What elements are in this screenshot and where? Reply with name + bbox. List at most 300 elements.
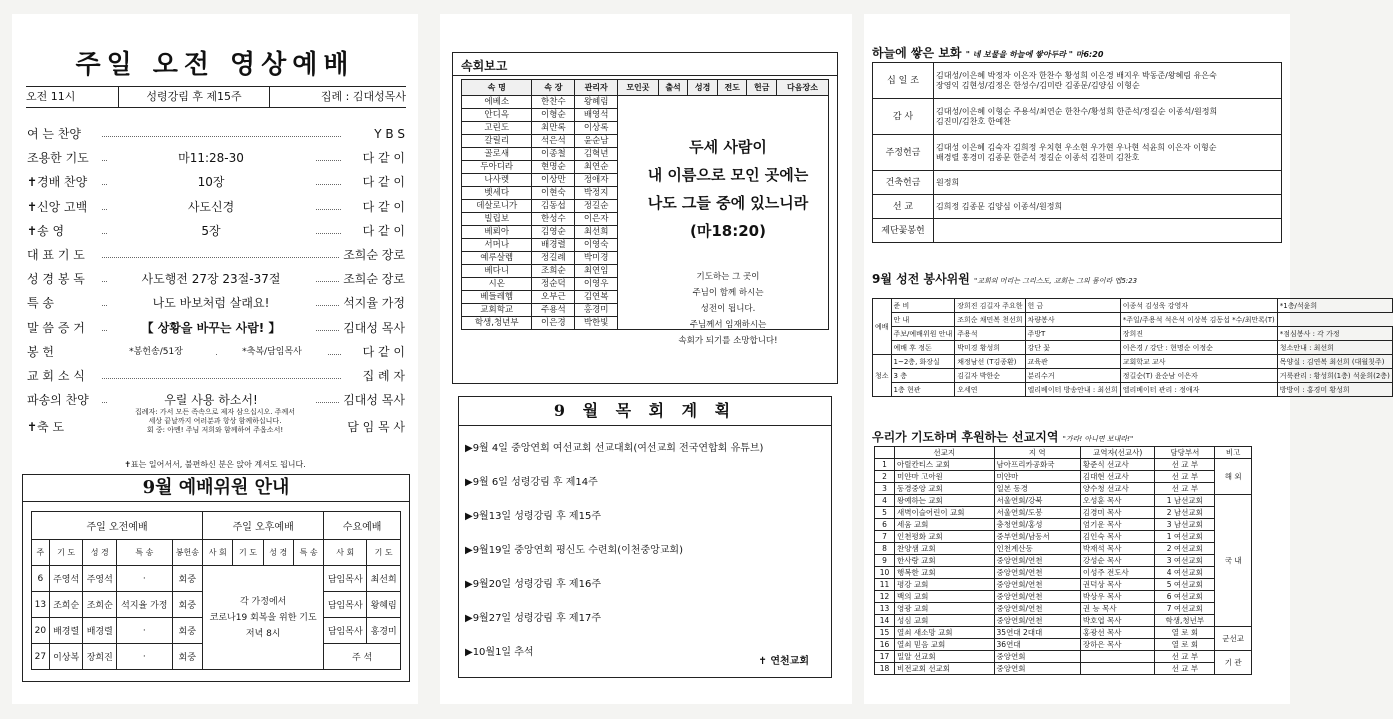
service-cell: 교회학교 교사 <box>1120 355 1277 369</box>
mission-row <box>875 567 1252 579</box>
cell-value: 이형순 <box>532 109 575 122</box>
plan-item: ▶9월20일 성령강림 후 제16주 <box>465 579 601 590</box>
service-row <box>873 369 1393 383</box>
mission-row <box>875 591 1252 603</box>
mission-cell: 중앙연회/연천 <box>994 603 1080 615</box>
mission-cell: 선 교 부 <box>1155 651 1215 663</box>
mission-cell: 15 <box>875 627 895 639</box>
mission-cell: 백의 교회 <box>894 591 994 603</box>
mission-col-headers <box>875 447 1252 459</box>
staff-col-header: 기 도 <box>233 540 263 566</box>
mission-cell: 황준식 선교사 <box>1080 459 1155 471</box>
order-leader: 다 같 이 <box>360 148 405 168</box>
mission-cell: 미얀마 <box>994 471 1080 483</box>
mission-row <box>875 519 1252 531</box>
service-cell: 1~2층, 화장실 <box>891 355 955 369</box>
staff-cell: 배경렬 <box>49 618 83 644</box>
cell-value: 배영석 <box>575 109 618 122</box>
mission-row <box>875 495 1252 507</box>
mission-cell: 박재석 목사 <box>1080 543 1155 555</box>
mission-cell: 2 남선교회 <box>1155 507 1215 519</box>
mission-cell: 중부연회/남동서 <box>994 531 1080 543</box>
order-item <box>27 148 405 168</box>
offering-row <box>873 135 1282 171</box>
staff-title: 9월 예배위원 안내 <box>23 475 409 502</box>
staff-am-header: 주일 오전예배 <box>32 512 203 540</box>
cell-value: 이종철 <box>532 148 575 161</box>
staff-cell: 13 <box>32 592 50 618</box>
offering-names <box>934 171 1282 195</box>
cell-value: 교회학교 <box>462 304 532 317</box>
staff-pm-line: 코로나19 회복을 위한 기도 <box>209 612 317 623</box>
service-cell: 안 내 <box>891 313 955 327</box>
order-label: 봉 헌 <box>27 344 54 359</box>
service-cell: 교육관 <box>1025 355 1120 369</box>
order-item <box>27 366 405 386</box>
mission-cell: 2 여선교회 <box>1155 543 1215 555</box>
service-cell: *주일/주용석 석은석 이상복 김동섭 *수/최만록(T) <box>1120 313 1277 327</box>
mission-cell: 2 <box>875 471 895 483</box>
service-cell: 주보/예배위원 안내 <box>891 327 955 341</box>
service-cell: 엘리베이터 관리 : 정애자 <box>1120 383 1277 397</box>
service-cell: 준 비 <box>891 299 955 313</box>
cell-value: 박한빛 <box>575 317 618 330</box>
staff-row <box>32 566 401 592</box>
service-cell: 주방T <box>1025 327 1120 341</box>
offering-row <box>873 219 1282 243</box>
cell-row <box>462 96 829 109</box>
benediction-line: 세상 끝날까지 여러분과 항상 함께하십니다. <box>148 417 282 425</box>
cell-value: 최선희 <box>575 226 618 239</box>
service-cell: 조희순 채민복 천선희 <box>955 313 1025 327</box>
church-logo <box>758 652 809 667</box>
cell-value: 박미경 <box>575 252 618 265</box>
cell-value: 배경렬 <box>532 239 575 252</box>
mission-cell: 12 <box>875 591 895 603</box>
cell-report-title: 속회보고 <box>453 53 837 76</box>
cell-value: 이은자 <box>575 213 618 226</box>
service-cell: 청소안내 : 최선희 <box>1277 341 1392 355</box>
mission-col-header: 지 역 <box>994 447 1080 459</box>
staff-cell: 주 석 <box>324 644 401 670</box>
cell-col-header: 전도 <box>717 80 747 96</box>
mission-cell: 5 <box>875 507 895 519</box>
mission-cell: 남아프리카공화국 <box>994 459 1080 471</box>
worship-title: 주일 오전 영상예배 <box>75 50 355 80</box>
service-cell: *1층/석윤희 <box>1277 299 1392 313</box>
benediction-right: 담 임 목 사 <box>347 420 405 434</box>
service-row <box>873 341 1393 355</box>
staff-cell: 27 <box>32 644 50 670</box>
cell-value: 데살로니가 <box>462 200 532 213</box>
cell-value: 에베소 <box>462 96 532 109</box>
mission-cell: 강성순 목사 <box>1080 555 1155 567</box>
service-leader: 집례 : 김대성목사 <box>320 90 406 103</box>
mission-cell: 선 교 부 <box>1155 483 1215 495</box>
leader-dots <box>102 136 341 137</box>
mission-row <box>875 639 1252 651</box>
staff-col-header: 특 송 <box>117 540 173 566</box>
mission-cell: 4 <box>875 495 895 507</box>
mission-table <box>874 446 1252 675</box>
mission-cell: 동경중앙 교회 <box>894 483 994 495</box>
mission-cell: 선 교 부 <box>1155 459 1215 471</box>
mission-cell: 영광 교회 <box>894 603 994 615</box>
mission-cell: 7 <box>875 531 895 543</box>
service-cell: 차량봉사 <box>1025 313 1120 327</box>
staff-cell: 회중 <box>172 644 202 670</box>
offering-row <box>873 63 1282 99</box>
prayer-line: 주님이 함께 하시는 <box>692 288 764 298</box>
service-cell: 오세연 <box>955 383 1025 397</box>
offering-names <box>934 99 1282 135</box>
cell-value: 이상만 <box>532 174 575 187</box>
mission-cell <box>1080 651 1155 663</box>
mission-cell: 17 <box>875 651 895 663</box>
service-cell: 헌 금 <box>1025 299 1120 313</box>
cell-value: 고린도 <box>462 122 532 135</box>
benediction <box>27 406 405 446</box>
mission-cell: 일본 동경 <box>994 483 1080 495</box>
staff-cell: 담임목사 <box>324 566 367 592</box>
offering-label: 제단꽃봉헌 <box>873 219 934 243</box>
mission-cell: 세움 교회 <box>894 519 994 531</box>
order-leader: 김대성 목사 <box>340 318 405 338</box>
service-cell: 3 층 <box>891 369 955 383</box>
staff-col-headers <box>32 540 401 566</box>
mission-cell: 비전교회 선교회 <box>894 663 994 675</box>
service-cell: 엘리베이터 방송안내 : 최선희 <box>1025 383 1120 397</box>
mission-cell: 7 여선교회 <box>1155 603 1215 615</box>
order-content: 5장 <box>107 221 315 241</box>
mission-row <box>875 507 1252 519</box>
order-item <box>27 293 405 313</box>
service-subtitle: "교회의 머리는 그리스도, 교회는 그의 몸이라 엡5:23 <box>974 277 1138 285</box>
cell-value: 이영숙 <box>575 239 618 252</box>
order-label: 교 회 소 식 <box>27 369 85 383</box>
cell-value: 베들레헴 <box>462 291 532 304</box>
order-label: ✝송 영 <box>27 223 65 238</box>
prayer-line: 속회가 되기를 소망합니다! <box>678 336 778 346</box>
staff-cell: 20 <box>32 618 50 644</box>
mission-cell: 1 여선교회 <box>1155 531 1215 543</box>
mission-cell: 이성주 전도사 <box>1080 567 1155 579</box>
mission-cell: 1 <box>875 459 895 471</box>
cell-value: 나사렛 <box>462 174 532 187</box>
mission-col-header: 비고 <box>1215 447 1252 459</box>
staff-cell: 주영석 <box>49 566 83 592</box>
offering-names <box>934 135 1282 171</box>
offering-line: 김대성 이은혜 김숙자 김희정 우치현 우소현 우가현 우나현 석윤희 이은자 이형순 <box>936 142 1217 152</box>
staff-cell: 배경렬 <box>83 618 117 644</box>
cell-value: 골로새 <box>462 148 532 161</box>
mission-cell: 6 여선교회 <box>1155 591 1215 603</box>
service-cell: 김길자 박한순 <box>955 369 1025 383</box>
offering-table <box>872 62 1282 243</box>
mission-cell: 14 <box>875 615 895 627</box>
mission-row <box>875 543 1252 555</box>
staff-col-header: 봉헌송 <box>172 540 202 566</box>
service-header <box>872 270 1282 287</box>
plan-item: ▶9월 4일 중앙연회 여선교회 선교대회(여선교회 전국연합회 유튜브) <box>465 443 764 454</box>
cell-value: 베뢰아 <box>462 226 532 239</box>
staff-box <box>22 474 410 682</box>
staff-cell: 담임목사 <box>324 592 367 618</box>
offering-label: 주정헌금 <box>873 135 934 171</box>
mission-remark: 기 관 <box>1215 651 1252 675</box>
order-label: 대 표 기 도 <box>27 248 85 262</box>
cell-col-header: 속 명 <box>462 80 532 96</box>
staff-col-header: 주 <box>32 540 50 566</box>
church-logo-text: 연천교회 <box>770 656 809 667</box>
cell-value: 김연복 <box>575 291 618 304</box>
order-leader: Y B S <box>371 124 405 144</box>
plan-item: ▶9월13일 성령강림 후 제15주 <box>465 511 601 522</box>
cell-value: 주용석 <box>532 304 575 317</box>
monthly-plan-box <box>458 396 832 678</box>
order-item <box>27 342 405 362</box>
offering-panel <box>864 14 1390 704</box>
mission-cell: 서울연회/강북 <box>994 495 1080 507</box>
order-label: 파송의 찬양 <box>27 393 89 408</box>
offering-line: 김진미/김찬호 한예찬 <box>936 116 1011 126</box>
cell-value: 예루살렘 <box>462 252 532 265</box>
mission-col-blank <box>875 447 895 459</box>
mission-cell: 5 여선교회 <box>1155 579 1215 591</box>
mission-cell: 권 능 목사 <box>1080 603 1155 615</box>
mission-cell: 행복한 교회 <box>894 567 994 579</box>
order-content: 마11:28-30 <box>107 148 315 168</box>
mission-cell: 중앙연회/연천 <box>994 615 1080 627</box>
service-week: 성령강림 후 제15주 <box>118 87 270 107</box>
mission-header <box>872 428 1282 445</box>
cell-value: 이영우 <box>575 278 618 291</box>
order-item <box>27 245 405 265</box>
service-row <box>873 383 1393 397</box>
order-label: 말 씀 증 거 <box>27 320 85 335</box>
cell-value: 최연순 <box>575 161 618 174</box>
mission-row <box>875 651 1252 663</box>
mission-remark: 군선교 <box>1215 627 1252 651</box>
staff-cell: 홍경미 <box>367 618 401 644</box>
mission-row <box>875 459 1252 471</box>
leader-dots <box>102 257 341 258</box>
staff-cell: 회중 <box>172 566 202 592</box>
mission-cell: 35연대 2대대 <box>994 627 1080 639</box>
cell-value: 정애자 <box>575 174 618 187</box>
staff-col-header: 기 도 <box>367 540 401 566</box>
service-cell: 분리수거 <box>1025 369 1120 383</box>
staff-cell: 6 <box>32 566 50 592</box>
cell-value: 최만록 <box>532 122 575 135</box>
mission-cell: 권덕상 목사 <box>1080 579 1155 591</box>
staff-col-header: 사 회 <box>203 540 233 566</box>
mission-title: 우리가 기도하며 후원하는 선교지역 <box>872 430 1059 444</box>
mission-cell: 밀알 선교회 <box>894 651 994 663</box>
service-group-label: 청소 <box>873 355 892 397</box>
plan-item: ▶10월1일 추석 <box>465 647 534 658</box>
order-leader: 다 같 이 <box>360 197 405 217</box>
cell-value: 빌립보 <box>462 213 532 226</box>
mission-cell: 엄기운 목사 <box>1080 519 1155 531</box>
cell-value: 벳세다 <box>462 187 532 200</box>
mission-cell: 11 <box>875 579 895 591</box>
order-leader: 김대성 목사 <box>340 390 405 410</box>
verse-line: (마18:20) <box>690 222 766 240</box>
mission-cell: 3 여선교회 <box>1155 555 1215 567</box>
cell-value: 윤순남 <box>575 135 618 148</box>
order-item <box>27 197 405 217</box>
mission-cell: 새벽이슬어린이 교회 <box>894 507 994 519</box>
mission-cell: 인천평화 교회 <box>894 531 994 543</box>
benediction-line: 회 중: 아멘! 주님 저희와 함께하여 주옵소서! <box>146 426 284 434</box>
staff-pm-line: 각 가정에서 <box>240 596 287 607</box>
service-cell: 정길순(T) 윤순남 이은자 <box>1120 369 1277 383</box>
service-table <box>872 298 1393 397</box>
offering-label: 십 일 조 <box>873 63 934 99</box>
cell-value: 이은경 <box>532 317 575 330</box>
service-cell: 방방이 : 홍경미 황성희 <box>1277 383 1392 397</box>
benediction-line: 집례자: 가서 모든 족속으로 제자 삼으십시오. 주께서 <box>135 408 295 416</box>
standing-note: ✝표는 일어서서, 불편하신 분은 앉아 계셔도 됩니다. <box>124 460 306 469</box>
benediction-label: ✝축 도 <box>27 420 65 434</box>
mission-cell: 찬양샘 교회 <box>894 543 994 555</box>
cell-value: 이현숙 <box>532 187 575 200</box>
staff-cell: 회중 <box>172 592 202 618</box>
cell-value: 한찬수 <box>532 96 575 109</box>
cell-col-header: 헌금 <box>747 80 777 96</box>
offering-names <box>934 63 1282 99</box>
order-content: 사도행전 27장 23절-37절 <box>107 269 315 289</box>
prayer-line: 기도하는 그 곳이 <box>696 272 760 282</box>
mission-row <box>875 579 1252 591</box>
mission-row <box>875 471 1252 483</box>
mission-cell: 열 로 회 <box>1155 639 1215 651</box>
mission-cell: 박호엽 목사 <box>1080 615 1155 627</box>
service-info-bar <box>26 86 406 108</box>
mission-cell: 김대현 선교사 <box>1080 471 1155 483</box>
cell-value: 정길례 <box>532 252 575 265</box>
mission-cell: 중앙연회/연천 <box>994 591 1080 603</box>
mission-cell: 13 <box>875 603 895 615</box>
mission-cell: 김경미 목사 <box>1080 507 1155 519</box>
staff-cell: · <box>117 566 173 592</box>
staff-cell: 왕혜림 <box>367 592 401 618</box>
order-label: 조용한 기도 <box>27 151 89 166</box>
offering-names <box>934 219 1282 243</box>
mission-cell: 선 교 부 <box>1155 471 1215 483</box>
mission-cell: 열쇠 믿음 교회 <box>894 639 994 651</box>
mission-row <box>875 663 1252 675</box>
staff-cell: 장희진 <box>83 644 117 670</box>
mission-cell: 열 로 회 <box>1155 627 1215 639</box>
staff-cell: 석지율 가정 <box>117 592 173 618</box>
cell-col-header: 관리자 <box>575 80 618 96</box>
service-cell: 강단 꽃 <box>1025 341 1120 355</box>
cell-report-box <box>452 52 838 384</box>
order-content: 나도 바보처럼 살래요! <box>107 293 315 313</box>
offering-row <box>873 171 1282 195</box>
staff-pm-cell <box>203 566 324 670</box>
mission-cell: 6 <box>875 519 895 531</box>
cell-value: 정순덕 <box>532 278 575 291</box>
order-leader: 다 같 이 <box>360 221 405 241</box>
service-cell: 1층 현관 <box>891 383 955 397</box>
cell-report-panel <box>440 14 852 704</box>
mission-cell: 16 <box>875 639 895 651</box>
offering-label: 건축헌금 <box>873 171 934 195</box>
mission-cell: 3 남선교회 <box>1155 519 1215 531</box>
mission-cell: 4 여선교회 <box>1155 567 1215 579</box>
mission-cell: 성심 교회 <box>894 615 994 627</box>
staff-col-header: 기 도 <box>49 540 83 566</box>
offering-names <box>934 195 1282 219</box>
service-time: 오전 11시 <box>26 90 76 103</box>
cell-value: 조희순 <box>532 265 575 278</box>
verse-line: 두세 사람이 <box>689 138 767 156</box>
mission-cell: 미얀마 고아원 <box>894 471 994 483</box>
order-leader: 조희순 장로 <box>340 269 405 289</box>
verse-block <box>623 133 833 245</box>
offering-line: 배경렬 홍경미 김종문 한준석 정길순 이종석 김찬미 김찬호 <box>936 152 1140 162</box>
order-item <box>27 221 405 241</box>
staff-cell: 담임목사 <box>324 618 367 644</box>
cell-value: 왕혜림 <box>575 96 618 109</box>
order-leader: 석지율 가정 <box>340 293 405 313</box>
mission-cell: 서울연회/도봉 <box>994 507 1080 519</box>
cell-value: 박정지 <box>575 187 618 200</box>
mission-cell: 김인숙 목사 <box>1080 531 1155 543</box>
offering-subtitle: " 네 보물을 하늘에 쌓아두라 " 마6:20 <box>965 50 1104 59</box>
offering-row <box>873 99 1282 135</box>
order-leader: 다 같 이 <box>360 342 405 362</box>
order-content-2: *축복/담임목사 <box>217 342 327 362</box>
prayer-block <box>623 269 833 349</box>
plan-item: ▶9월 6일 성령강림 후 제14주 <box>465 477 598 488</box>
offering-label: 선 교 <box>873 195 934 219</box>
staff-table <box>31 511 401 670</box>
order-item <box>27 172 405 192</box>
order-label: ✝신앙 고백 <box>27 199 88 214</box>
service-cell: 목양실 : 김연복 최선희 (대월칫주) <box>1277 355 1392 369</box>
mission-row <box>875 483 1252 495</box>
service-cell: 이은경 / 강단 : 현명순 이정순 <box>1120 341 1277 355</box>
service-cell: 예배 후 정돈 <box>891 341 955 355</box>
staff-pm-header: 주일 오후예배 <box>203 512 324 540</box>
mission-subtitle: "가라! 아니면 보내라!" <box>1062 435 1134 443</box>
staff-col-header: 사 회 <box>324 540 367 566</box>
mission-cell: 중앙연회 <box>994 663 1080 675</box>
mission-cell: 10 <box>875 567 895 579</box>
mission-cell: 홍광선 목사 <box>1080 627 1155 639</box>
cross-icon: ✝ <box>758 656 767 667</box>
mission-cell: 18 <box>875 663 895 675</box>
mission-col-header: 교역자(선교사) <box>1080 447 1155 459</box>
offering-row <box>873 195 1282 219</box>
mission-cell: 평강 교회 <box>894 579 994 591</box>
service-cell: *점심봉사 : 각 가정 <box>1277 327 1392 341</box>
leader-dots <box>102 378 341 379</box>
plan-item: ▶9월27일 성령강림 후 제17주 <box>465 613 601 624</box>
mission-cell: 한사랑 교회 <box>894 555 994 567</box>
service-cell: 채정남선 (T김종환) <box>955 355 1025 369</box>
mission-remark: 국 내 <box>1215 495 1252 627</box>
mission-cell: 학생,청년부 <box>1155 615 1215 627</box>
service-cell: 장희진 김길자 주요한 <box>955 299 1025 313</box>
order-content: 【 상황을 바꾸는 사람! 】 <box>107 318 315 338</box>
prayer-line: 주님께서 임재하시는 <box>689 320 767 330</box>
mission-row <box>875 627 1252 639</box>
